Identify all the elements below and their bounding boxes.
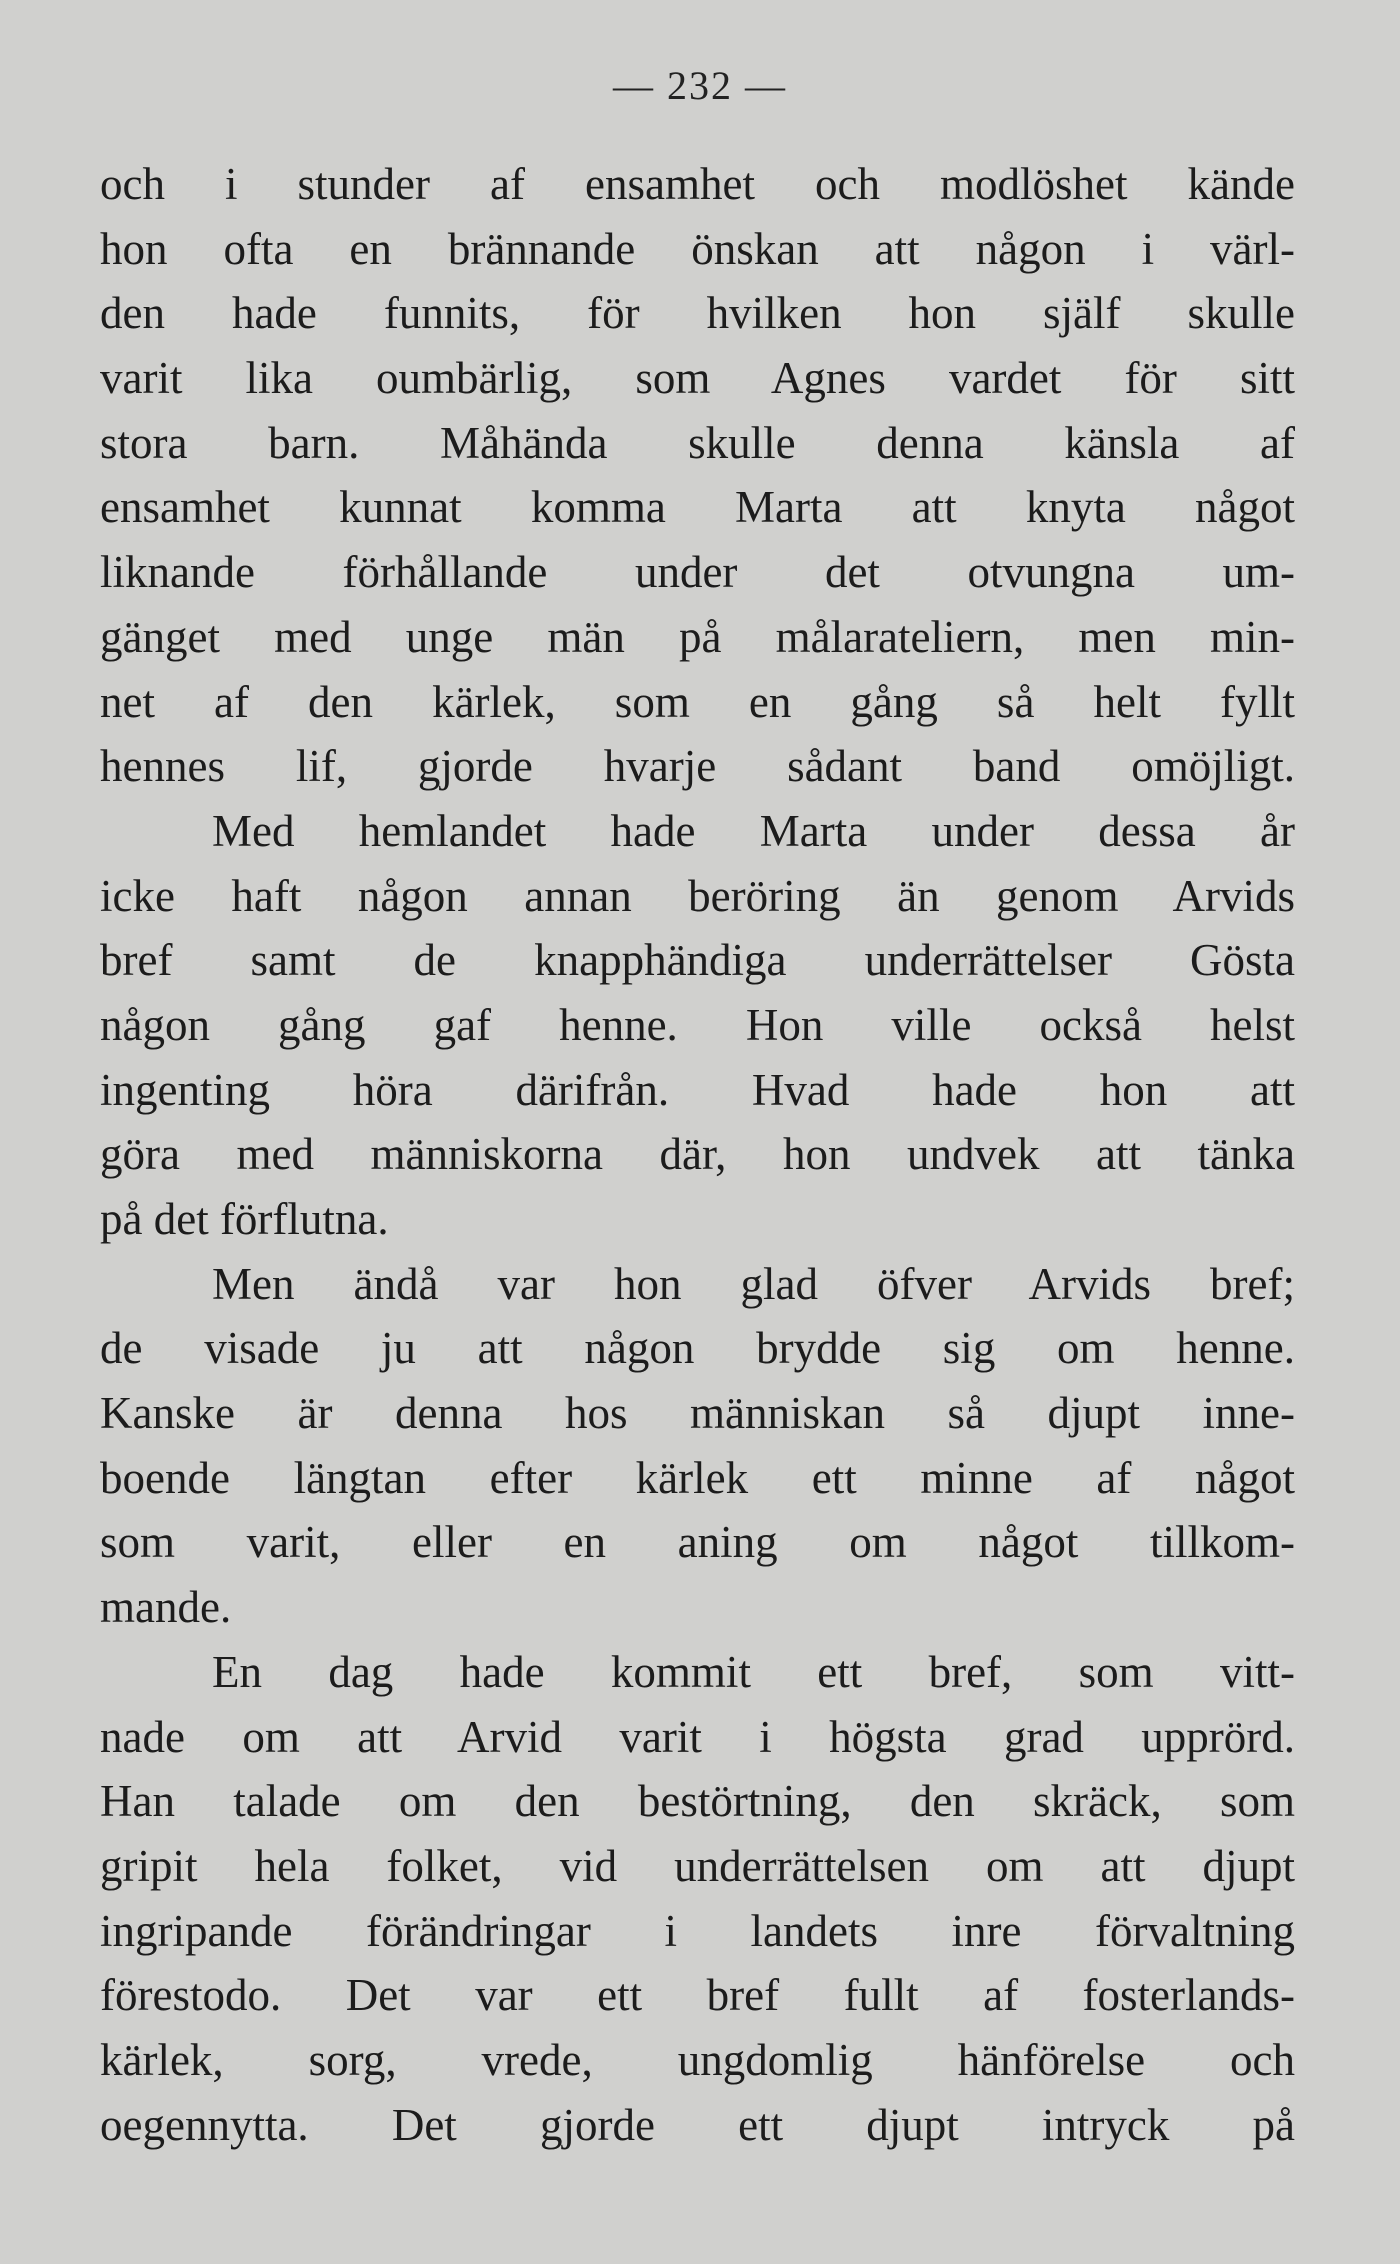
text-line: oegennytta. Det gjorde ett djupt intryck på bbox=[100, 2099, 1295, 2150]
text-line: ingenting höra därifrån. Hvad hade hon att bbox=[100, 1064, 1295, 1115]
text-line: någon gång gaf henne. Hon ville också helst bbox=[100, 999, 1295, 1050]
text-line: hon ofta en brännande önskan att någon i värl- bbox=[100, 223, 1295, 274]
text-line: hennes lif, gjorde hvarje sådant band omöjligt. bbox=[100, 741, 1295, 792]
text-line: mande. bbox=[100, 1582, 232, 1633]
text-line: de visade ju att någon brydde sig om henne. bbox=[100, 1323, 1295, 1374]
text-line: stora barn. Måhända skulle denna känsla af bbox=[100, 417, 1295, 468]
text-line: den hade funnits, för hvilken hon själf skulle bbox=[100, 288, 1295, 339]
text-line: Kanske är denna hos människan så djupt inne- bbox=[100, 1388, 1295, 1439]
text-line: göra med människorna där, hon undvek att tänka bbox=[100, 1129, 1295, 1180]
text-line: icke haft någon annan beröring än genom Arvids bbox=[100, 870, 1295, 921]
text-line: net af den kärlek, som en gång så helt fyllt bbox=[100, 676, 1295, 727]
text-line: ingripande förändringar i landets inre förvaltning bbox=[100, 1905, 1295, 1956]
text-line: Men ändå var hon glad öfver Arvids bref; bbox=[212, 1258, 1295, 1309]
page-number: — 232 — bbox=[613, 63, 787, 108]
text-line: och i stunder af ensamhet och modlöshet kände bbox=[100, 159, 1295, 209]
text-line: liknande förhållande under det otvungna um- bbox=[100, 547, 1295, 598]
text-line: nade om att Arvid varit i högsta grad upprörd. bbox=[100, 1711, 1295, 1762]
text-line: förestodo. Det var ett bref fullt af fosterlands- bbox=[100, 1970, 1295, 2021]
text-line: Han talade om den bestörtning, den skräck, som bbox=[100, 1776, 1295, 1827]
text-line: bref samt de knapphändiga underrättelser Gösta bbox=[100, 935, 1295, 986]
text-line: gripit hela folket, vid underrättelsen om att djupt bbox=[100, 1840, 1295, 1891]
text-line: som varit, eller en aning om något tillkom- bbox=[100, 1517, 1295, 1568]
text-line: En dag hade kommit ett bref, som vitt- bbox=[212, 1646, 1295, 1697]
text-line: på det förflutna. bbox=[100, 1194, 389, 1244]
text-line: Med hemlandet hade Marta under dessa år bbox=[212, 805, 1295, 856]
text-line: varit lika oumbärlig, som Agnes vardet för sitt bbox=[100, 353, 1295, 404]
text-line: gänget med unge män på målarateliern, men min- bbox=[100, 611, 1295, 662]
text-line: kärlek, sorg, vrede, ungdomlig hänförelse och bbox=[100, 2034, 1295, 2085]
text-line: boende längtan efter kärlek ett minne af något bbox=[100, 1452, 1295, 1503]
body-text bbox=[100, 152, 1295, 2157]
text-line: ensamhet kunnat komma Marta att knyta något bbox=[100, 482, 1295, 533]
